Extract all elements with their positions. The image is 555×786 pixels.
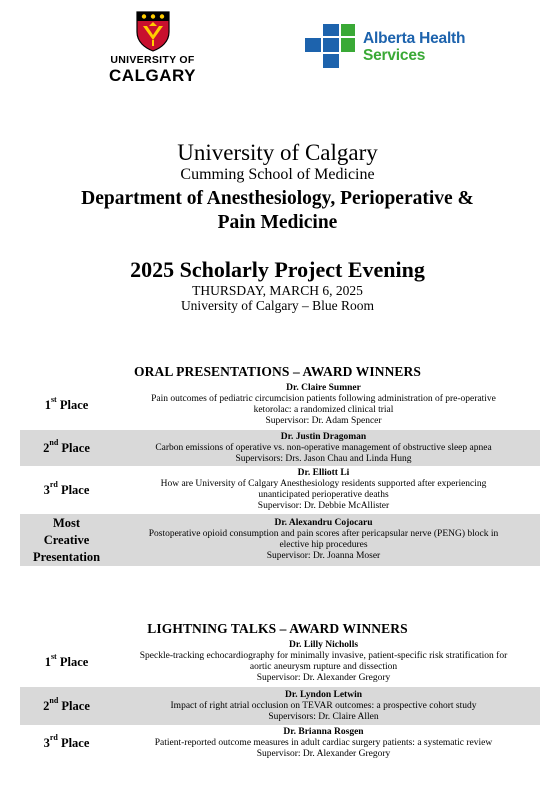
uc-crest-icon: [135, 10, 171, 52]
project-title-line1: Postoperative opioid consumption and pain scores after pericapsular nerve (PENG) block in: [148, 529, 499, 539]
project-title-line1: How are University of Calgary Anesthesiology residents supported after experiencing: [160, 479, 487, 489]
place-cell: 1st Place: [44, 652, 89, 669]
winner-info: [113, 380, 540, 430]
department-line2: Pain Medicine: [217, 212, 338, 233]
place-cell: Most Creative Presentation: [20, 514, 113, 566]
table-row: [20, 430, 540, 466]
event-title: 2025 Scholarly Project Evening: [130, 257, 425, 282]
project-title-line1: Pain outcomes of pediatric circumcision patients following administration of pre-operative: [151, 394, 496, 404]
supervisor: Supervisor: Dr. Adam Spencer: [265, 416, 382, 426]
winner-name: Dr. Brianna Rosgen: [283, 726, 364, 737]
uc-wordmark-line1: UNIVERSITY OF: [110, 54, 195, 66]
event-venue: University of Calgary – Blue Room: [180, 298, 375, 313]
school-name: Cumming School of Medicine: [180, 166, 375, 183]
uc-wordmark-line2: CALGARY: [109, 65, 196, 85]
ahs-cross-icon: [305, 24, 357, 68]
supervisor: Supervisor: Dr. Joanna Moser: [266, 551, 381, 561]
university-name: University of Calgary: [177, 140, 378, 165]
document-header: [0, 140, 555, 235]
table-row: [20, 380, 540, 430]
supervisor: Supervisor: Dr. Alexander Gregory: [256, 748, 391, 759]
oral-winners-table: [20, 380, 540, 566]
logo-bar: [0, 0, 555, 100]
supervisor: Supervisors: Dr. Claire Allen: [268, 711, 379, 722]
table-row: [20, 637, 540, 687]
supervisor: Supervisor: Dr. Alexander Gregory: [256, 673, 391, 683]
place-cell: 3rd Place: [43, 733, 90, 750]
winner-name: Dr. Elliott Li: [297, 468, 350, 478]
winner-info: [113, 430, 540, 466]
project-title-line1: Impact of right atrial occlusion on TEVAR outcomes: a prospective cohort study: [170, 700, 477, 711]
event-info: [0, 257, 555, 313]
winner-info: [113, 637, 540, 687]
winner-name: Dr. Lyndon Letwin: [285, 689, 362, 700]
project-title-line2: unanticipated perioperative deaths: [258, 490, 389, 500]
winner-info: [113, 514, 540, 566]
table-row: [20, 725, 540, 761]
winner-info: [113, 466, 540, 514]
place-cell: 2nd Place: [20, 430, 113, 466]
ahs-wordmark: [363, 30, 465, 64]
place-cell: 1st Place: [44, 395, 89, 412]
lightning-winners-table: [20, 637, 540, 761]
project-title-line1: Carbon emissions of operative vs. non-operative management of obstructive sleep apnea: [155, 442, 492, 453]
supervisor: Supervisors: Drs. Jason Chau and Linda Hung: [235, 453, 412, 464]
supervisor: Supervisor: Dr. Debbie McAllister: [257, 501, 390, 511]
place-cell: 2nd Place: [20, 687, 113, 725]
project-title-line1: Patient-reported outcome measures in adult cardiac surgery patients: a systematic review: [154, 737, 493, 748]
winner-info: [113, 725, 540, 761]
event-date: THURSDAY, MARCH 6, 2025: [192, 283, 363, 298]
ahs-wordmark-line2: Services: [363, 47, 426, 64]
project-title-line1: Speckle-tracking echocardiography for minimally invasive, patient-specific risk stratification for: [139, 651, 508, 661]
winner-name: Dr. Lilly Nicholls: [288, 640, 359, 650]
winner-name: Dr. Claire Sumner: [286, 383, 361, 393]
winner-info: [113, 687, 540, 725]
oral-section-title: ORAL PRESENTATIONS – AWARD WINNERS: [134, 364, 421, 379]
alberta-health-services-logo: [305, 24, 485, 70]
project-title-line2: ketorolac: a randomized clinical trial: [253, 405, 394, 415]
winner-name: Dr. Alexandru Cojocaru: [274, 518, 373, 528]
project-title-line2: elective hip procedures: [279, 540, 368, 550]
department-line1: Department of Anesthesiology, Perioperative &: [81, 188, 474, 209]
uc-wordmark: [95, 55, 210, 84]
winner-name: Dr. Justin Dragoman: [280, 431, 367, 442]
project-title-line2: aortic aneurysm rupture and dissection: [249, 662, 398, 672]
lightning-section-title: LIGHTNING TALKS – AWARD WINNERS: [147, 621, 408, 636]
department-name: [0, 187, 555, 235]
university-of-calgary-logo: [95, 10, 210, 84]
ahs-wordmark-line1: Alberta Health: [363, 30, 466, 47]
table-row: [20, 466, 540, 514]
place-cell: 3rd Place: [43, 480, 90, 497]
table-row: [20, 687, 540, 725]
table-row: [20, 514, 540, 566]
